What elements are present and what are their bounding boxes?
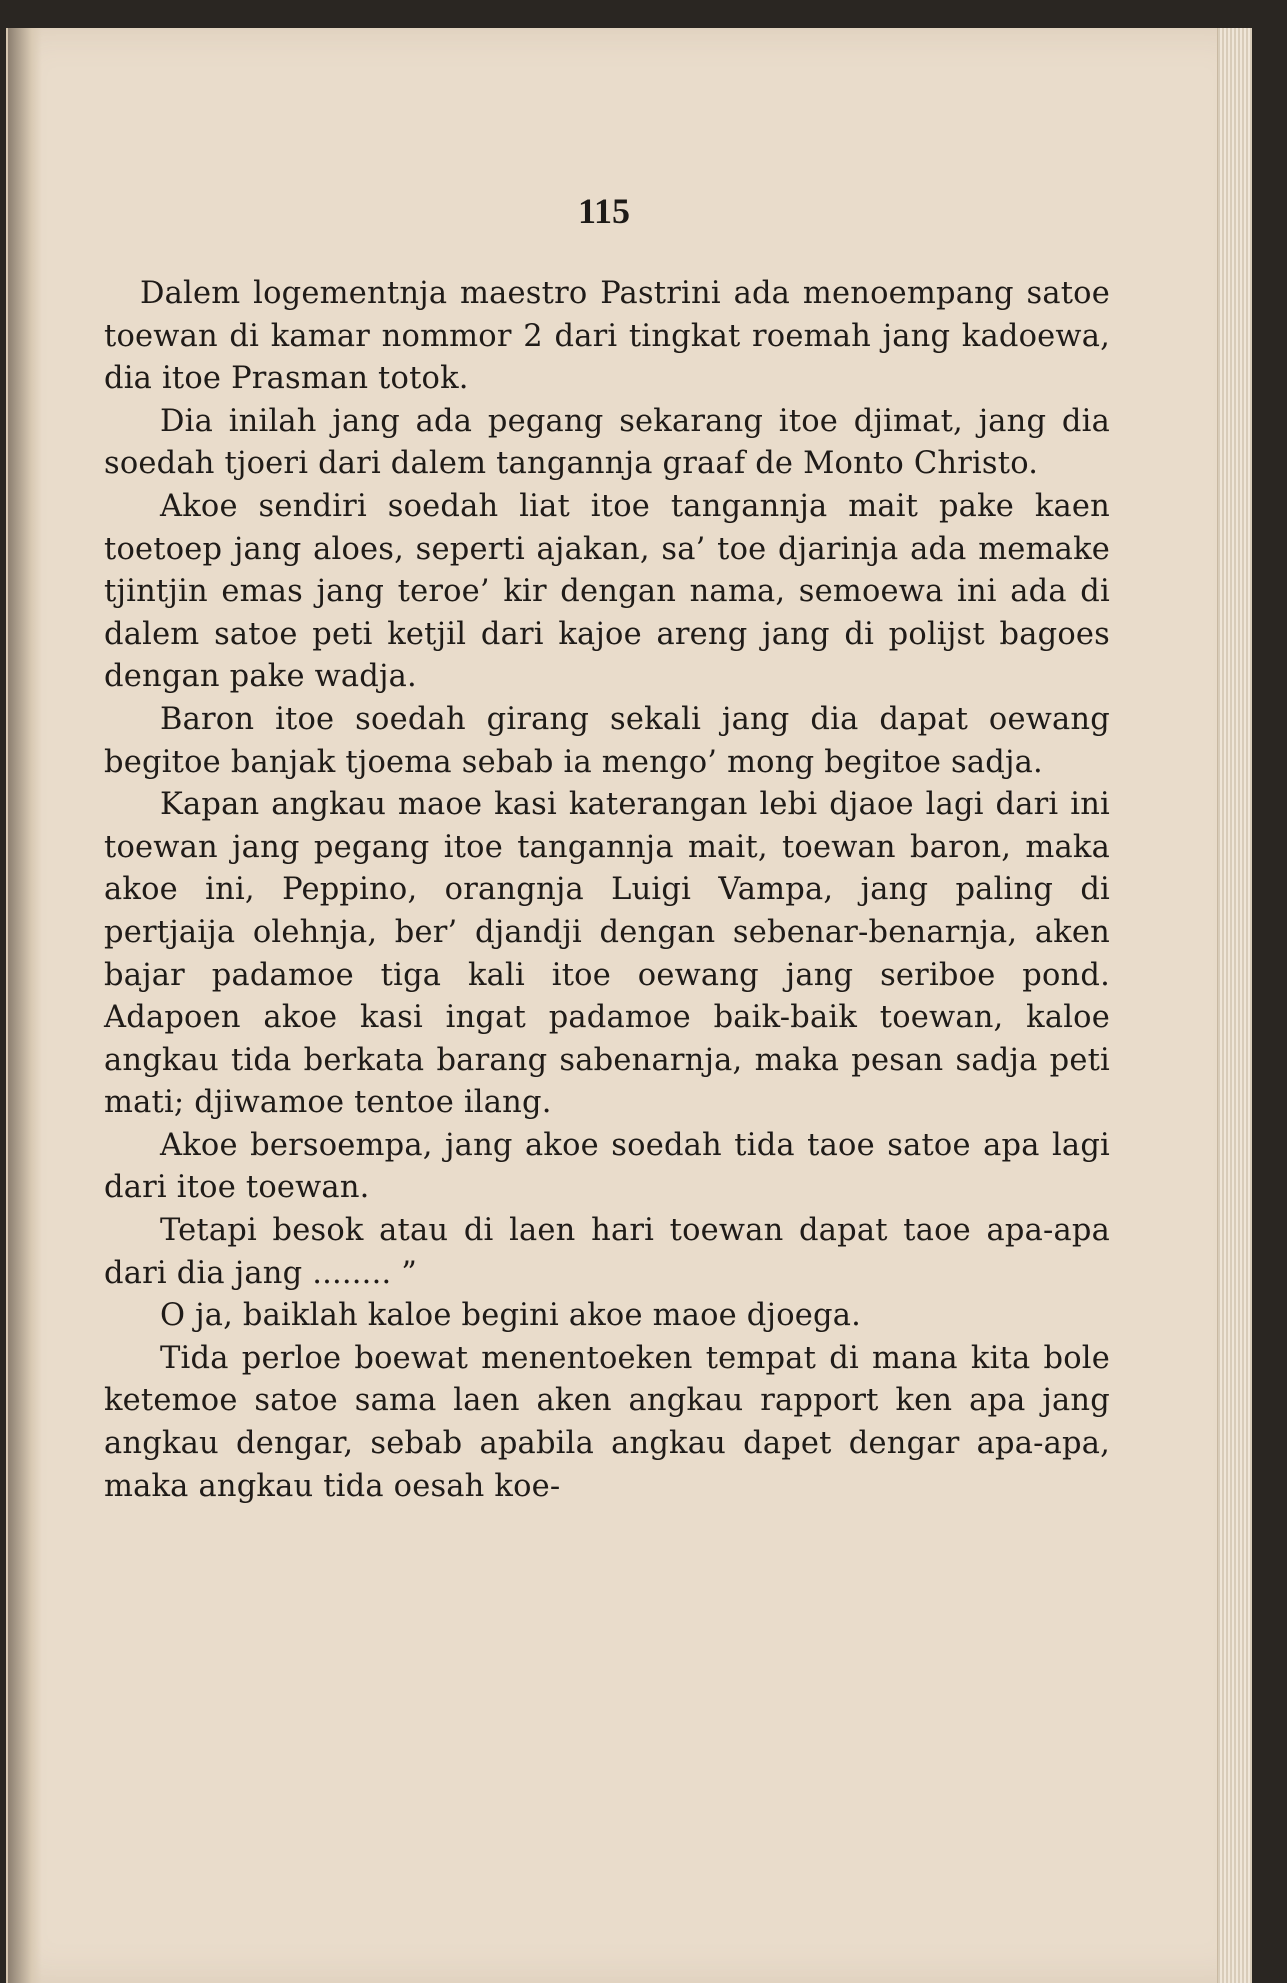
- paragraph: Tida perloe boewat menentoeken tempat di mana kita bole ketemoe satoe sama laen aken angkau rapport ken apa jang angkau dengar, sebab apabila angkau dapet dengar apa-apa, maka angkau tida oesah koe-: [104, 1340, 1110, 1504]
- paragraph: Akoe bersoempa, jang akoe soedah tida taoe satoe apa lagi dari itoe toewan.: [104, 1127, 1110, 1206]
- page-body: [104, 273, 1110, 1508]
- paragraph: Dalem logementnja maestro Pastrini ada menoempang satoe toewan di kamar nommor 2 dari tingkat roemah jang kadoewa, dia itoe Prasman totok.: [104, 276, 1110, 397]
- paragraph: O ja, baiklah kaloe begini akoe maoe djoega.: [160, 1298, 862, 1334]
- paragraph: Baron itoe soedah girang sekali jang dia dapat oewang begitoe banjak tjoema sebab ia mengo’ mong begitoe sadja.: [104, 701, 1110, 780]
- paragraph: Dia inilah jang ada pegang sekarang itoe djimat, jang dia soedah tjoeri dari dalem tangannja graaf de Monto Christo.: [104, 403, 1110, 482]
- gutter-shadow: [8, 28, 42, 1983]
- paragraph: Kapan angkau maoe kasi katerangan lebi djaoe lagi dari ini toewan jang pegang itoe tangannja mait, toewan baron, maka akoe ini, Peppino, orangnja Luigi Vampa, jang paling di pertjaija olehnja, ber’ djandji dengan sebenar-benarnja, aken bajar padamoe tiga kali itoe oewang jang seriboe pond. Adapoen akoe kasi ingat padamoe baik-baik toewan, kaloe angkau tida berkata barang sabenarnja, maka pesan sadja peti mati; djiwamoe tentoe ilang.: [104, 787, 1110, 1121]
- page-number: 115: [577, 191, 630, 231]
- book-page: [6, 28, 1252, 1983]
- paragraph: Akoe sendiri soedah liat itoe tangannja mait pake kaen toetoep jang aloes, seperti ajakan, sa’ toe djarinja ada memake tjintjin emas jang teroe’ kir dengan nama, semoewa ini ada di dalem satoe peti ketjil dari kajoe areng jang di polijst bagoes dengan pake wadja.: [104, 488, 1110, 695]
- page-edge: [1217, 28, 1252, 1983]
- paragraph: Tetapi besok atau di laen hari toewan dapat taoe apa-apa dari dia jang ........ ”: [104, 1213, 1110, 1291]
